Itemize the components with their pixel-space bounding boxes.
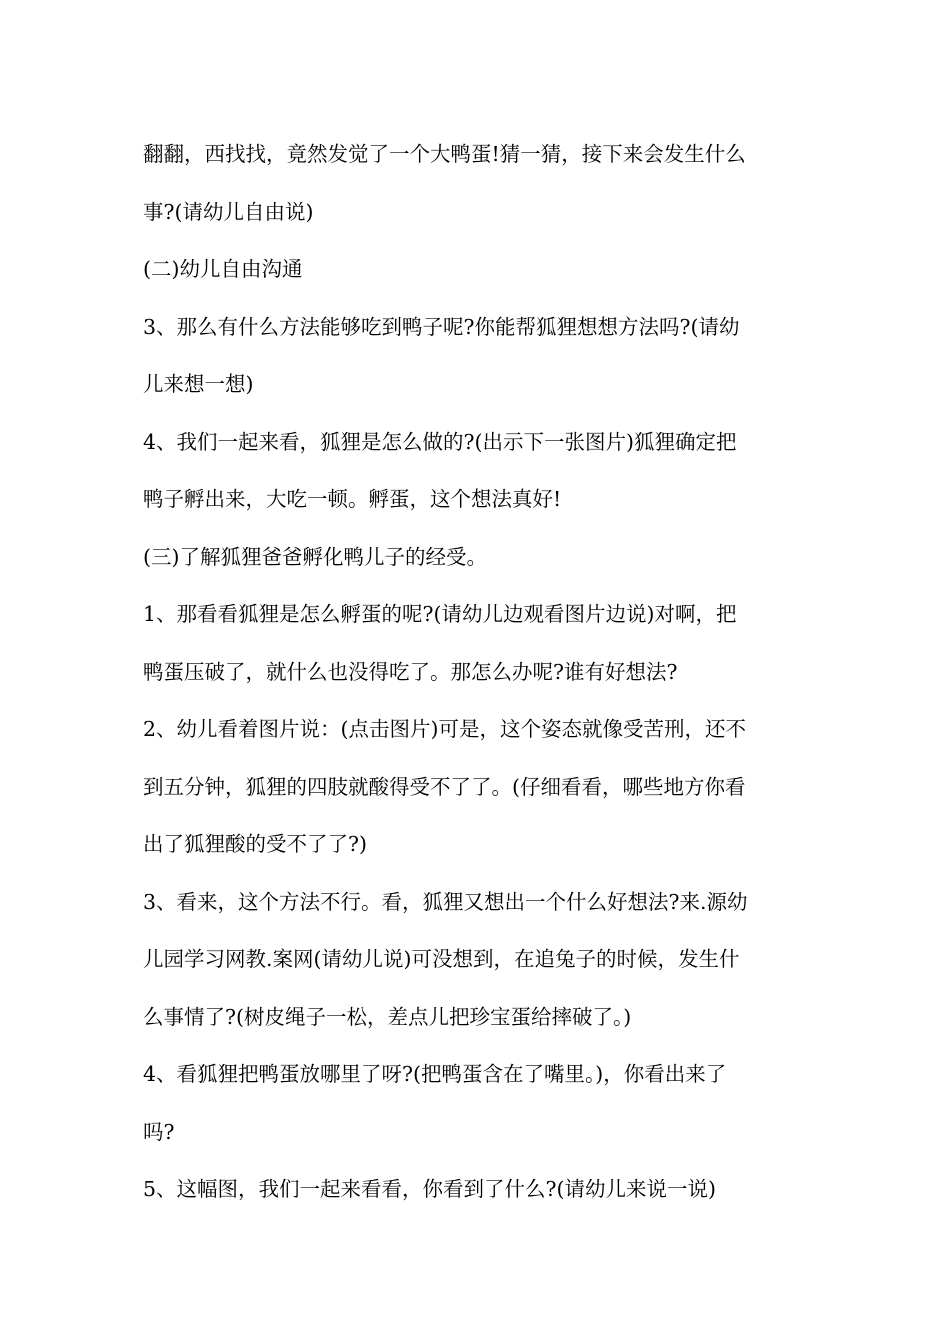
text-line: 鸭蛋压破了，就什么也没得吃了。那怎么办呢?谁有好想法? <box>143 659 678 684</box>
text-line: 2、幼儿看着图片说：(点击图片)可是，这个姿态就像受苦刑，还不 <box>143 717 747 741</box>
text-line: 3、看来，这个方法不行。看，狐狸又想出一个什么好想法?来.源幼 <box>143 889 748 914</box>
section-heading: (三)了解狐狸爸爸孵化鸭儿子的经受。 <box>143 544 487 569</box>
text-line: 吗? <box>143 1119 175 1144</box>
text-line: 1、那看看狐狸是怎么孵蛋的呢?(请幼儿边观看图片边说)对啊，把 <box>143 602 737 626</box>
text-line: 4、我们一起来看，狐狸是怎么做的?(出示下一张图片)狐狸确定把 <box>143 429 737 454</box>
section-heading: (二)幼儿自由沟通 <box>143 257 303 281</box>
text-line: 3、那么有什么方法能够吃到鸭子呢?你能帮狐狸想想方法吗?(请幼 <box>143 314 740 339</box>
text-line: 事?(请幼儿自由说) <box>143 199 314 224</box>
text-line: 鸭子孵出来，大吃一顿。孵蛋，这个想法真好! <box>143 487 562 511</box>
text-line: 儿园学习网教.案网(请幼儿说)可没想到，在追兔子的时候，发生什 <box>143 947 740 971</box>
text-line: 5、这幅图，我们一起来看看，你看到了什么?(请幼儿来说一说) <box>143 1177 717 1201</box>
text-line: 翻翻，西找找，竟然发觉了一个大鸭蛋!猜一猜，接下来会发生什么 <box>143 142 746 166</box>
text-line: 儿来想一想) <box>143 372 254 396</box>
text-line: 么事情了?(树皮绳子一松，差点儿把珍宝蛋给摔破了。) <box>143 1004 632 1029</box>
document-body <box>143 126 815 1219</box>
text-line: 出了狐狸酸的受不了了?) <box>143 832 367 856</box>
text-line: 4、看狐狸把鸭蛋放哪里了呀?(把鸭蛋含在了嘴里。)，你看出来了 <box>143 1062 727 1086</box>
text-line: 到五分钟，狐狸的四肢就酸得受不了了。(仔细看看，哪些地方你看 <box>143 774 746 799</box>
